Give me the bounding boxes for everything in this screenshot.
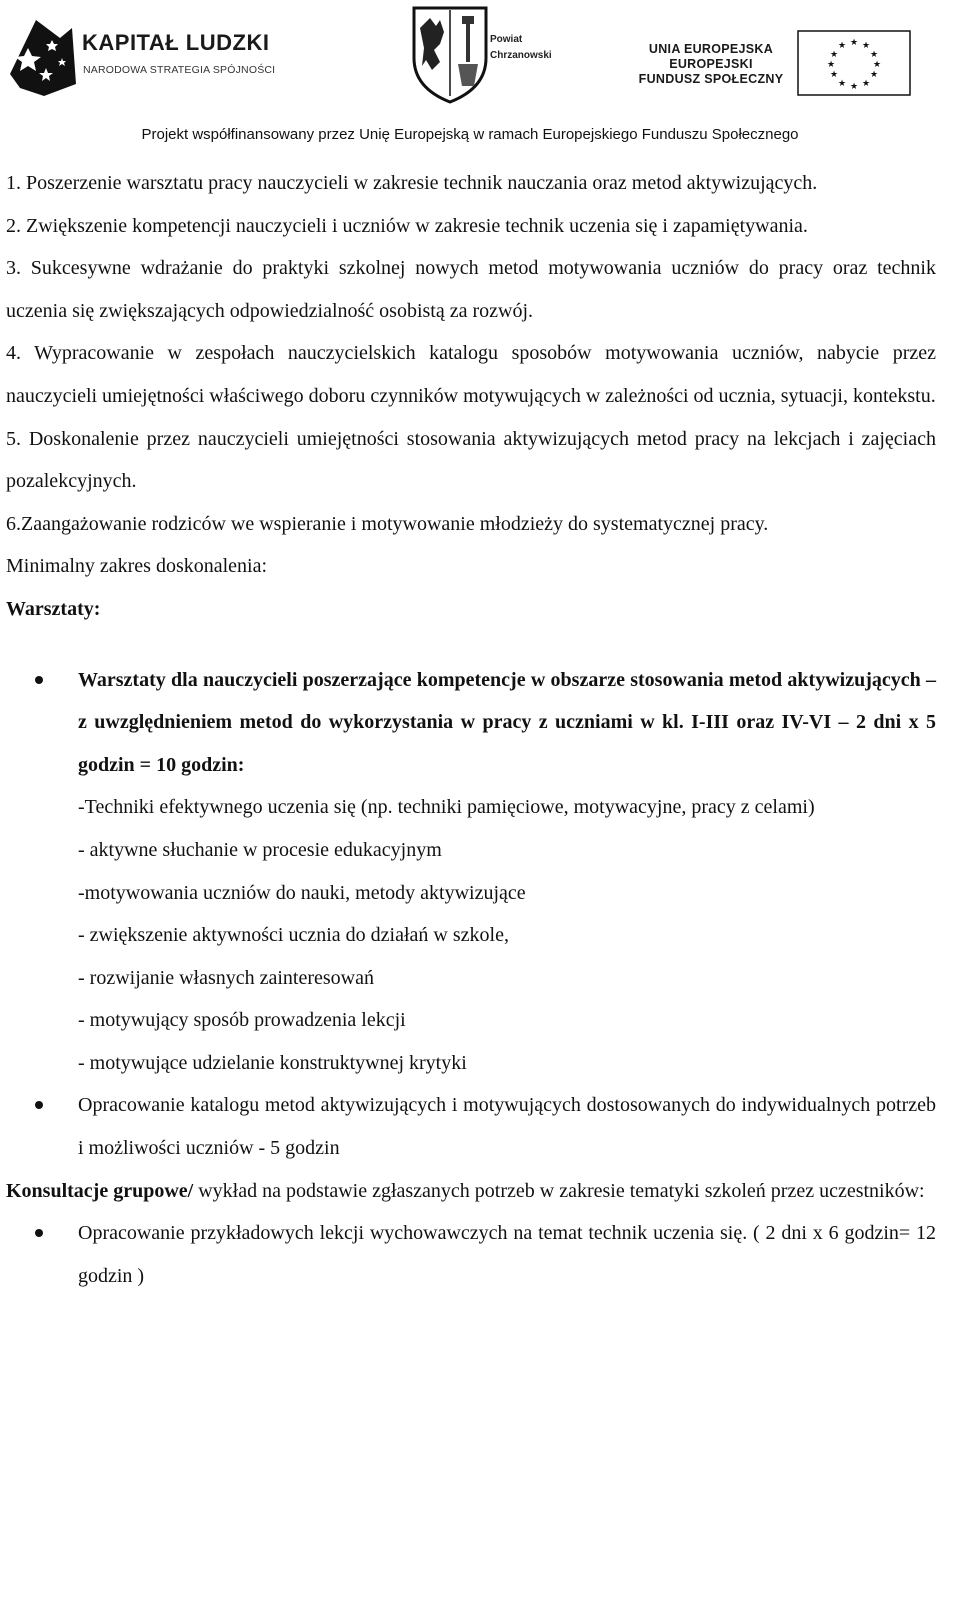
workshop-item-1: Warsztaty dla nauczycieli poszerzające kompetencje w obszarze stosowania metod aktywizujących – z uwzględnieniem metod do wykorzystania w pracy z uczniami w kl. I-III oraz IV-VI – 2 dni x 5 godzin = 10 godzin: <box>78 668 936 776</box>
svg-text:★: ★ <box>869 50 879 60</box>
ue-label <box>636 42 786 87</box>
bullet-icon <box>35 1101 43 1109</box>
workshops-list-2 <box>6 1084 936 1169</box>
ue-line-3: FUNDUSZ SPOŁECZNY <box>638 72 784 86</box>
workshop-subitem-7: - motywujące udzielanie konstruktywnej krytyki <box>78 1051 467 1074</box>
workshop-subitem-5: - rozwijanie własnych zainteresowań <box>78 966 374 989</box>
min-scope-label: Minimalny zakres doskonalenia: <box>6 555 268 578</box>
ue-line-1: UNIA EUROPEJSKA <box>648 42 774 56</box>
goal-item-1: 1. Poszerzenie warsztatu pracy nauczycieli w zakresie technik nauczania oraz metod aktywizujących. <box>6 172 818 194</box>
workshop-subitem-1: -Techniki efektywnego uczenia się (np. techniki pamięciowe, motywacyjne, pracy z celami) <box>78 796 815 819</box>
svg-text:★: ★ <box>826 60 836 70</box>
workshop-item-2: Opracowanie katalogu metod aktywizujących i motywujących dostosowanych do indywidualnych potrzeb i możliwości uczniów - 5 godzin <box>78 1094 936 1160</box>
powiat-line-2: Chrzanowski <box>490 50 552 61</box>
svg-text:★: ★ <box>861 79 871 89</box>
svg-text:★: ★ <box>861 41 871 51</box>
bullet-icon <box>35 1229 43 1237</box>
powiat-label <box>490 32 552 64</box>
powiat-crest-icon <box>410 4 490 104</box>
goal-item-3: 3. Sukcesywne wdrażanie do praktyki szkolnej nowych metod motywowania uczniów do pracy oraz technik uczenia się zwiększających odpowiedzialność osobistą za rozwój. <box>6 257 936 322</box>
svg-text:★: ★ <box>849 38 859 48</box>
svg-text:★: ★ <box>837 41 847 51</box>
svg-text:★: ★ <box>829 50 839 60</box>
consultations-paragraph <box>6 1170 936 1213</box>
svg-text:★: ★ <box>837 79 847 89</box>
workshops-heading: Warsztaty: <box>6 597 101 620</box>
workshops-list <box>6 659 936 787</box>
powiat-line-1: Powiat <box>490 34 523 45</box>
document-header <box>0 0 960 150</box>
workshop-subitem-2: - aktywne słuchanie w procesie edukacyjnym <box>78 838 442 861</box>
svg-text:★: ★ <box>869 70 879 80</box>
list-item <box>6 1084 936 1169</box>
eu-flag-icon <box>797 30 911 96</box>
svg-text:★: ★ <box>872 60 882 70</box>
kapital-ludzki-title: KAPITAŁ LUDZKI <box>82 30 270 55</box>
workshop-subitem-4: - zwiększenie aktywności ucznia do działań w szkole, <box>78 924 509 947</box>
list-item <box>6 1212 936 1297</box>
goal-item-2: 2. Zwiększenie kompetencji nauczycieli i uczniów w zakresie technik uczenia się i zapamiętywania. <box>6 214 808 237</box>
bullet-icon <box>35 676 43 684</box>
svg-text:★: ★ <box>829 70 839 80</box>
cofinancing-note: Projekt współfinansowany przez Unię Europejską w ramach Europejskiego Funduszu Społecznego <box>141 126 799 143</box>
consultations-text: wykład na podstawie zgłaszanych potrzeb w zakresie tematyki szkoleń przez uczestników: <box>193 1179 925 1202</box>
kapital-ludzki-subtitle: NARODOWA STRATEGIA SPÓJNOŚCI <box>83 64 276 76</box>
goal-item-6: 6.Zaangażowanie rodziców we wspieranie i motywowanie młodzieży do systematycznej pracy. <box>6 512 769 535</box>
svg-text:★: ★ <box>849 82 859 92</box>
workshop-subitem-6: - motywujący sposób prowadzenia lekcji <box>78 1009 406 1032</box>
consultation-item-1: Opracowanie przykładowych lekcji wychowawczych na temat technik uczenia się. ( 2 dni x 6 godzin= 12 godzin ) <box>78 1222 936 1287</box>
goal-item-4: 4. Wypracowanie w zespołach nauczycielskich katalogu sposobów motywowania uczniów, nabycie przez nauczycieli umiejętności właściwego doboru czynników motywujących w zależności od ucznia, sytuacji, kontekstu. <box>6 342 936 407</box>
consultations-label: Konsultacje grupowe/ <box>6 1179 194 1202</box>
list-item <box>6 659 936 787</box>
document-body <box>6 162 936 1297</box>
ue-line-2: EUROPEJSKI <box>669 57 753 71</box>
workshop-subitem-3: -motywowania uczniów do nauki, metody aktywizujące <box>78 881 526 904</box>
consultations-list <box>6 1212 936 1297</box>
goal-item-5: 5. Doskonalenie przez nauczycieli umiejętności stosowania aktywizujących metod pracy na lekcjach i zajęciach pozalekcyjnych. <box>6 427 936 493</box>
